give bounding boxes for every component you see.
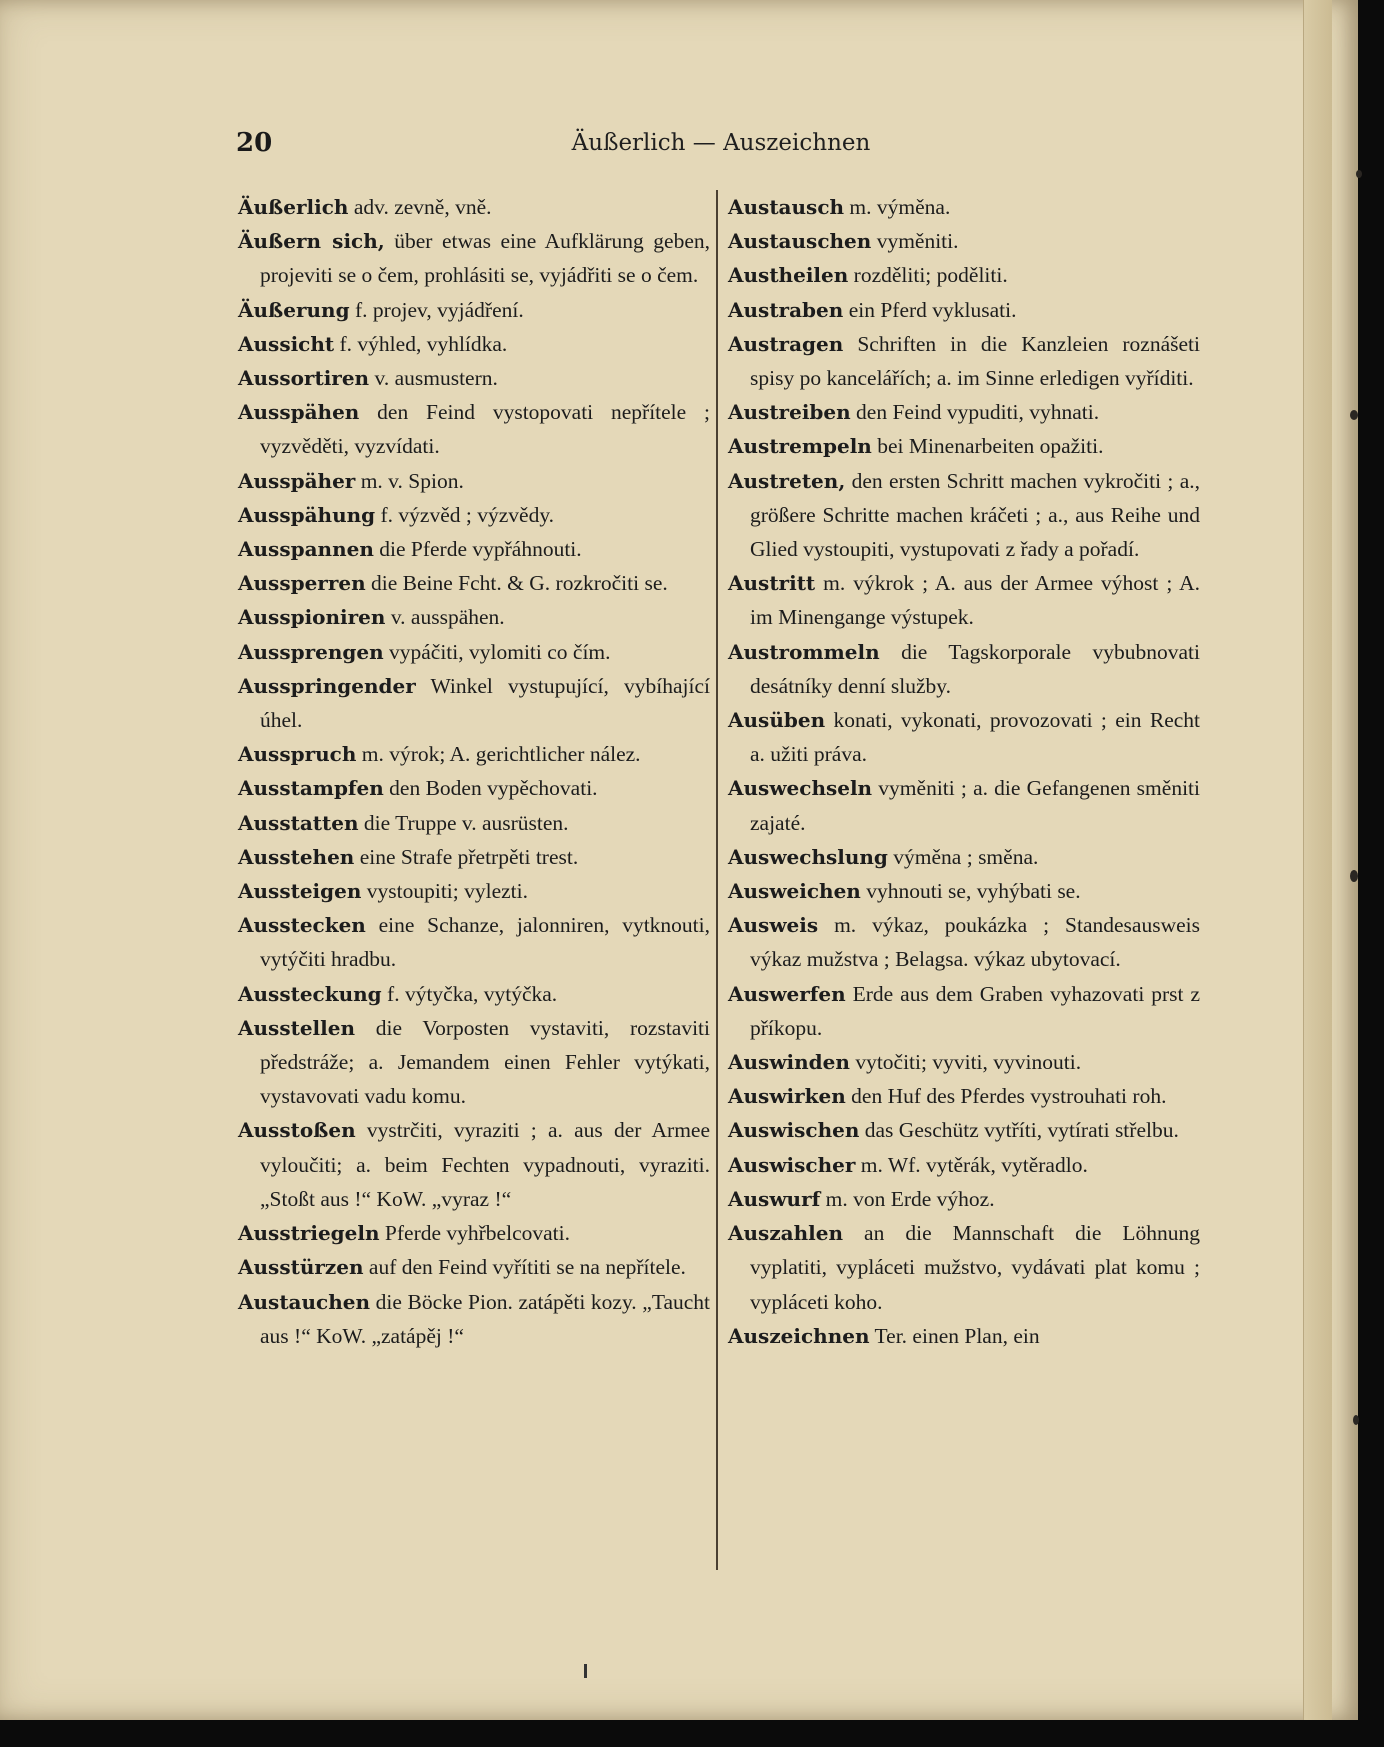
dictionary-entry — [238, 395, 710, 463]
entry-definition: m. výrok; A. gerichtlicher nález. — [361, 742, 641, 767]
entry-headword: Ausspioniren — [238, 605, 386, 630]
entry-headword: Austritt — [728, 571, 816, 596]
dictionary-entry — [238, 1250, 710, 1284]
entry-headword: Ausstürzen — [238, 1255, 364, 1280]
dictionary-entry — [728, 395, 1200, 429]
dictionary-entry — [728, 1079, 1200, 1113]
dictionary-entry — [728, 190, 1200, 224]
entry-definition: f. výzvěd ; výzvědy. — [380, 502, 555, 527]
dictionary-entry — [728, 1182, 1200, 1216]
dictionary-entry — [728, 327, 1200, 395]
dictionary-entry — [238, 908, 710, 976]
entry-headword: Auswechslung — [728, 844, 888, 869]
dictionary-entry — [728, 1045, 1200, 1079]
dictionary-entry — [728, 464, 1200, 567]
dictionary-entry — [238, 600, 710, 634]
entry-definition: den Huf des Pferdes vystrouhati roh. — [851, 1084, 1167, 1109]
ink-speck — [1350, 870, 1358, 882]
entry-definition: Erde aus dem Graben vyhazovati prst z příkopu. — [750, 981, 1200, 1040]
entry-definition: vystrčiti, vyraziti ; a. aus der Armee vyloučiti; a. beim Fechten vypadnouti, vyraziti. „Stoßt aus !“ KoW. „vyraz !“ — [260, 1118, 711, 1211]
dictionary-entry — [238, 737, 710, 771]
dictionary-entry — [728, 258, 1200, 292]
entry-headword: Ausweis — [728, 913, 819, 938]
entry-headword: Austragen — [728, 331, 844, 356]
entry-headword: Austauchen — [238, 1289, 371, 1314]
dictionary-entry — [728, 1319, 1200, 1353]
entry-headword: Ausstellen — [238, 1015, 356, 1040]
entry-headword: Ausspannen — [238, 537, 374, 562]
dictionary-entry — [728, 908, 1200, 976]
entry-definition: Schriften in die Kanzleien roznášeti spisy po kancelářích; a. im Sinne erledigen vyříditi. — [750, 331, 1201, 391]
entry-headword: Auswischer — [728, 1152, 856, 1177]
entry-headword: Ausspähen — [238, 400, 360, 425]
entry-headword: Ausspruch — [238, 742, 357, 767]
dictionary-entry — [238, 1216, 710, 1250]
page-number: 20 — [236, 128, 273, 158]
entry-headword: Ausspringender — [238, 673, 416, 698]
entry-headword: Ausstriegeln — [238, 1221, 380, 1246]
entry-definition: m. výkaz, poukázka ; Standesausweis výkaz mužstva ; Belagsa. výkaz ubytovací. — [750, 913, 1200, 972]
entry-headword: Ausstampfen — [238, 776, 384, 801]
entry-definition: eine Schanze, jalonniren, vytknouti, vytýčiti hradbu. — [260, 913, 710, 972]
entry-headword: Auszeichnen — [728, 1323, 870, 1348]
entry-definition: f. výtyčka, vytýčka. — [387, 981, 558, 1006]
dictionary-entry — [238, 464, 710, 498]
entry-headword: Äußerung — [238, 297, 350, 322]
entry-definition: adv. zevně, vně. — [353, 195, 492, 219]
entry-definition: vyhnouti se, vyhýbati se. — [866, 879, 1081, 904]
entry-definition: die Pferde vypřáhnouti. — [379, 537, 582, 562]
entry-definition: den Boden vypěchovati. — [389, 776, 598, 801]
dictionary-entry — [238, 190, 710, 224]
entry-headword: Auswerfen — [728, 981, 846, 1006]
running-head: Äußerlich — Auszeichnen — [571, 130, 871, 156]
entry-headword: Ausstoßen — [238, 1118, 356, 1143]
entry-headword: Austreten, — [728, 468, 846, 493]
entry-definition: ein Pferd vyklusati. — [848, 297, 1017, 322]
dictionary-entry — [728, 293, 1200, 327]
right-column — [728, 190, 1200, 1353]
dictionary-entry — [238, 635, 710, 669]
entry-headword: Ausweichen — [728, 879, 861, 904]
entry-definition: vypáčiti, vylomiti co čím. — [389, 639, 611, 664]
dictionary-entry — [238, 293, 710, 327]
entry-definition: die Truppe v. ausrüsten. — [363, 810, 569, 835]
entry-headword: Austausch — [728, 195, 845, 219]
entry-definition: v. ausspähen. — [390, 605, 505, 630]
entry-headword: Austrempeln — [728, 434, 872, 459]
entry-headword: Auswurf — [728, 1186, 821, 1211]
entry-definition: Pferde vyhřbelcovati. — [384, 1221, 570, 1246]
entry-definition: die Böcke Pion. zatápěti kozy. „Taucht aus !“ KoW. „zatápěj !“ — [260, 1289, 711, 1348]
dictionary-entry — [728, 977, 1200, 1045]
entry-definition: m. výkrok ; A. aus der Armee výhost ; A. im Minengange výstupek. — [750, 571, 1200, 630]
entry-headword: Austauschen — [728, 229, 872, 254]
entry-headword: Austrommeln — [728, 639, 880, 664]
left-column — [238, 190, 710, 1353]
dictionary-entry — [238, 771, 710, 805]
entry-headword: Auswechseln — [728, 776, 873, 801]
dictionary-entry — [728, 874, 1200, 908]
dictionary-entry — [238, 327, 710, 361]
dictionary-entry — [238, 1285, 710, 1353]
dictionary-entry — [238, 498, 710, 532]
entry-headword: Ausstatten — [238, 810, 359, 835]
entry-definition: Winkel vystupující, vybíhající úhel. — [260, 673, 710, 733]
entry-definition: den ersten Schritt machen vykročiti ; a., größere Schritte machen kráčeti ; a., aus Reihe und Glied vystoupiti, vystupovati z řady a pořadí. — [750, 468, 1201, 562]
ink-speck — [1356, 170, 1362, 178]
dictionary-entry — [238, 361, 710, 395]
page-header — [236, 128, 1206, 168]
entry-definition: den Feind vystopovati nepřítele ; vyzvěděti, vyzvídati. — [260, 400, 710, 459]
entry-definition: über etwas eine Aufklärung geben, projeviti se o čem, prohlásiti se, vyjádřiti se o čem. — [260, 229, 711, 288]
entry-headword: Aussprengen — [238, 639, 384, 664]
entry-definition: konati, vykonati, provozovati ; ein Recht a. užiti práva. — [750, 708, 1201, 767]
dictionary-entry — [728, 429, 1200, 463]
dictionary-entry — [238, 669, 710, 737]
entry-definition: vyměniti ; a. die Gefangenen směniti zajaté. — [750, 776, 1200, 835]
dictionary-entry — [238, 840, 710, 874]
entry-headword: Auswinden — [728, 1050, 850, 1075]
dictionary-entry — [238, 1113, 710, 1216]
entry-headword: Austreiben — [728, 400, 851, 425]
entry-headword: Aussperren — [238, 571, 366, 596]
ink-speck — [1353, 1415, 1359, 1425]
entry-definition: m. Wf. vytěrák, vytěradlo. — [860, 1152, 1088, 1177]
ink-speck — [1350, 410, 1358, 420]
entry-headword: Austheilen — [728, 263, 849, 288]
entry-headword: Austraben — [728, 297, 844, 322]
entry-definition: den Feind vypuditi, vyhnati. — [856, 400, 1100, 425]
entry-definition: die Vorposten vystaviti, rozstaviti předstráže; a. Jemandem einen Fehler vytýkati, vystavovati vadu komu. — [260, 1015, 710, 1109]
entry-definition: rozděliti; poděliti. — [853, 263, 1008, 288]
entry-headword: Ausspäher — [238, 468, 356, 493]
dictionary-entry — [728, 1216, 1200, 1319]
entry-definition: m. von Erde výhoz. — [825, 1186, 995, 1211]
entry-headword: Aussteigen — [238, 879, 362, 904]
dictionary-entry — [238, 566, 710, 600]
entry-headword: Auswischen — [728, 1118, 860, 1143]
entry-definition: bei Minenarbeiten opažiti. — [877, 434, 1104, 459]
entry-definition: auf den Feind vyřítiti se na nepřítele. — [368, 1255, 686, 1280]
dictionary-entry — [728, 771, 1200, 839]
entry-headword: Ausspähung — [238, 502, 376, 527]
entry-definition: f. výhled, vyhlídka. — [339, 331, 508, 356]
entry-definition: m. v. Spion. — [360, 468, 464, 493]
entry-headword: Äußerlich — [238, 195, 349, 219]
entry-headword: Ausstehen — [238, 844, 355, 869]
entry-definition: vystoupiti; vylezti. — [366, 879, 529, 904]
dictionary-entry — [238, 874, 710, 908]
entry-headword: Ausstecken — [238, 913, 366, 938]
dictionary-entry — [728, 635, 1200, 703]
entry-headword: Äußern sich, — [238, 229, 385, 254]
entry-definition: výměna ; směna. — [893, 844, 1039, 869]
dictionary-entry — [728, 840, 1200, 874]
dictionary-entry — [728, 566, 1200, 634]
page-edge — [1303, 0, 1332, 1720]
entry-headword: Auszahlen — [728, 1221, 844, 1246]
entry-definition: v. ausmustern. — [374, 366, 498, 391]
dictionary-entry — [238, 977, 710, 1011]
entry-headword: Aussteckung — [238, 981, 382, 1006]
entry-definition: das Geschütz vytříti, vytírati střelbu. — [864, 1118, 1179, 1143]
dictionary-entry — [238, 806, 710, 840]
entry-headword: Aussortiren — [238, 366, 370, 391]
dictionary-entry — [728, 703, 1200, 771]
entry-definition: an die Mannschaft die Löhnung vyplatiti, vypláceti mužstvo, vydávati plat komu ; vypláceti koho. — [750, 1221, 1200, 1314]
entry-definition: die Beine Fcht. & G. rozkročiti se. — [371, 571, 668, 596]
entry-definition: vyměniti. — [876, 229, 959, 254]
dictionary-entry — [728, 224, 1200, 258]
entry-definition: m. výměna. — [849, 195, 951, 219]
dictionary-entry — [238, 224, 710, 292]
entry-definition: f. projev, vyjádření. — [354, 297, 524, 322]
entry-definition: eine Strafe přetrpěti trest. — [359, 844, 579, 869]
entry-definition: die Tagskorporale vybubnovati desátníky denní služby. — [750, 639, 1201, 698]
dictionary-entry — [238, 532, 710, 566]
entry-headword: Auswirken — [728, 1084, 846, 1109]
footer-mark — [584, 1664, 587, 1678]
dictionary-entry — [238, 1011, 710, 1114]
entry-headword: Ausüben — [728, 708, 826, 733]
entry-definition: vytočiti; vyviti, vyvinouti. — [855, 1050, 1082, 1075]
dictionary-entry — [728, 1148, 1200, 1182]
entry-definition: Ter. einen Plan, ein — [874, 1323, 1040, 1348]
column-divider — [716, 190, 718, 1570]
dictionary-entry — [728, 1113, 1200, 1147]
entry-headword: Aussicht — [238, 331, 335, 356]
